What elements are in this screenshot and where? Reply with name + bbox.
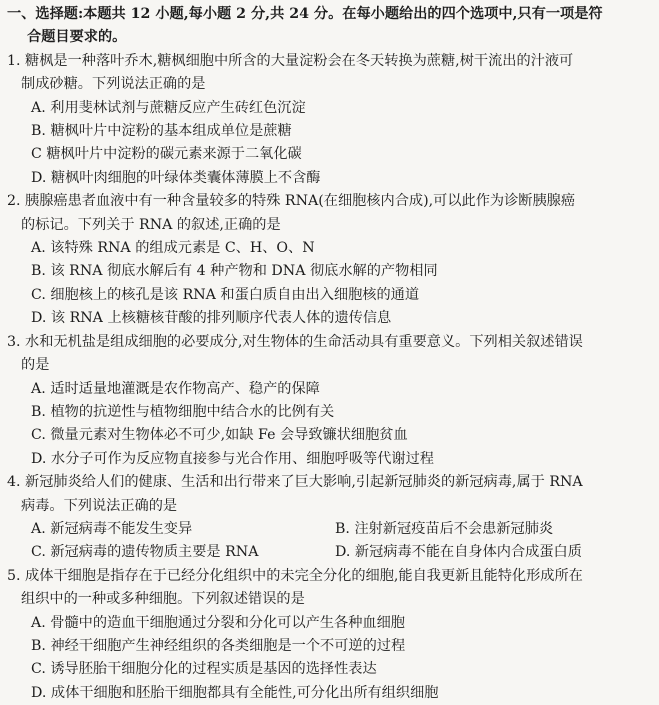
section-heading <box>7 3 651 50</box>
question-1-option-a: A. 利用斐林试剂与蔗糖反应产生砖红色沉淀 <box>31 99 306 116</box>
question-1 <box>7 50 651 190</box>
question-3-option-d: D. 水分子可作为反应物直接参与光合作用、细胞呼吸等代谢过程 <box>31 450 434 467</box>
question-2-stem-line2: 的标记。下列关于 RNA 的叙述,正确的是 <box>21 216 281 233</box>
question-4 <box>7 471 651 565</box>
question-3-option-a: A. 适时适量地灌溉是农作物高产、稳产的保障 <box>31 380 320 397</box>
section-heading-line2: 合题目要求的。 <box>27 29 127 46</box>
question-4-stem-line2: 病毒。下列说法正确的是 <box>21 497 178 514</box>
question-5-option-b: B. 神经干细胞产生神经组织的各类细胞是一个不可逆的过程 <box>31 637 406 654</box>
section-heading-line1: 一、选择题:本题共 12 小题,每小题 2 分,共 24 分。在每小题给出的四个选项中,只有一项是符 <box>7 6 603 22</box>
question-2-stem-line1: 2. 胰腺癌患者血液中有一种含量较多的特殊 RNA(在细胞核内合成),可以此作为诊断胰腺癌 <box>7 193 576 210</box>
question-4-option-b: B. 注射新冠疫苗后不会患新冠肺炎 <box>335 520 554 537</box>
question-2-option-b: B. 该 RNA 彻底水解后有 4 种产物和 DNA 彻底水解的产物相同 <box>31 263 438 280</box>
question-4-options-row-1 <box>7 518 651 541</box>
question-2 <box>7 190 651 330</box>
question-2-option-c: C. 细胞核上的核孔是该 RNA 和蛋白质自由出入细胞核的通道 <box>31 286 420 303</box>
question-4-options-row-2 <box>7 541 651 564</box>
question-2-option-d: D. 该 RNA 上核糖核苷酸的排列顺序代表人体的遗传信息 <box>31 310 392 327</box>
question-1-stem-line2: 制成砂糖。下列说法正确的是 <box>21 76 206 93</box>
question-5-option-a: A. 骨髓中的造血干细胞通过分裂和分化可以产生各种血细胞 <box>31 614 405 631</box>
question-4-option-d: D. 新冠病毒不能在自身体内合成蛋白质 <box>335 544 582 561</box>
question-1-option-d: D. 糖枫叶肉细胞的叶绿体类囊体薄膜上不含酶 <box>31 169 321 186</box>
question-5 <box>7 565 651 705</box>
question-3-stem-line2: 的是 <box>21 357 50 374</box>
question-1-option-c: C 糖枫叶片中淀粉的碳元素来源于二氧化碳 <box>31 146 302 163</box>
question-1-stem-line1: 1. 糖枫是一种落叶乔木,糖枫细胞中所含的大量淀粉会在冬天转换为蔗糖,树干流出的汁液可 <box>7 52 574 69</box>
question-4-option-c: C. 新冠病毒的遗传物质主要是 RNA <box>31 544 259 561</box>
question-4-stem-line1: 4. 新冠肺炎给人们的健康、生活和出行带来了巨大影响,引起新冠肺炎的新冠病毒,属于 RNA <box>7 474 583 491</box>
question-5-option-c: C. 诱导胚胎干细胞分化的过程实质是基因的选择性表达 <box>31 661 377 678</box>
question-5-stem-line2: 组织中的一种或多种细胞。下列叙述错误的是 <box>21 591 305 608</box>
question-2-option-a: A. 该特殊 RNA 的组成元素是 C、H、O、N <box>31 240 315 257</box>
question-3 <box>7 331 651 471</box>
question-1-option-b: B. 糖枫叶片中淀粉的基本组成单位是蔗糖 <box>31 123 292 140</box>
question-4-option-a: A. 新冠病毒不能发生变异 <box>31 520 193 537</box>
question-3-option-b: B. 植物的抗逆性与植物细胞中结合水的比例有关 <box>31 403 335 420</box>
question-5-option-d: D. 成体干细胞和胚胎干细胞都具有全能性,可分化出所有组织细胞 <box>31 684 439 701</box>
question-3-stem-line1: 3. 水和无机盐是组成细胞的必要成分,对生物体的生命活动具有重要意义。下列相关叙述错误 <box>7 333 583 350</box>
question-3-option-c: C. 微量元素对生物体必不可少,如缺 Fe 会导致镰状细胞贫血 <box>31 427 408 444</box>
question-5-stem-line1: 5. 成体干细胞是指存在于已经分化组织中的未完全分化的细胞,能自我更新且能特化形成所在 <box>7 567 583 584</box>
